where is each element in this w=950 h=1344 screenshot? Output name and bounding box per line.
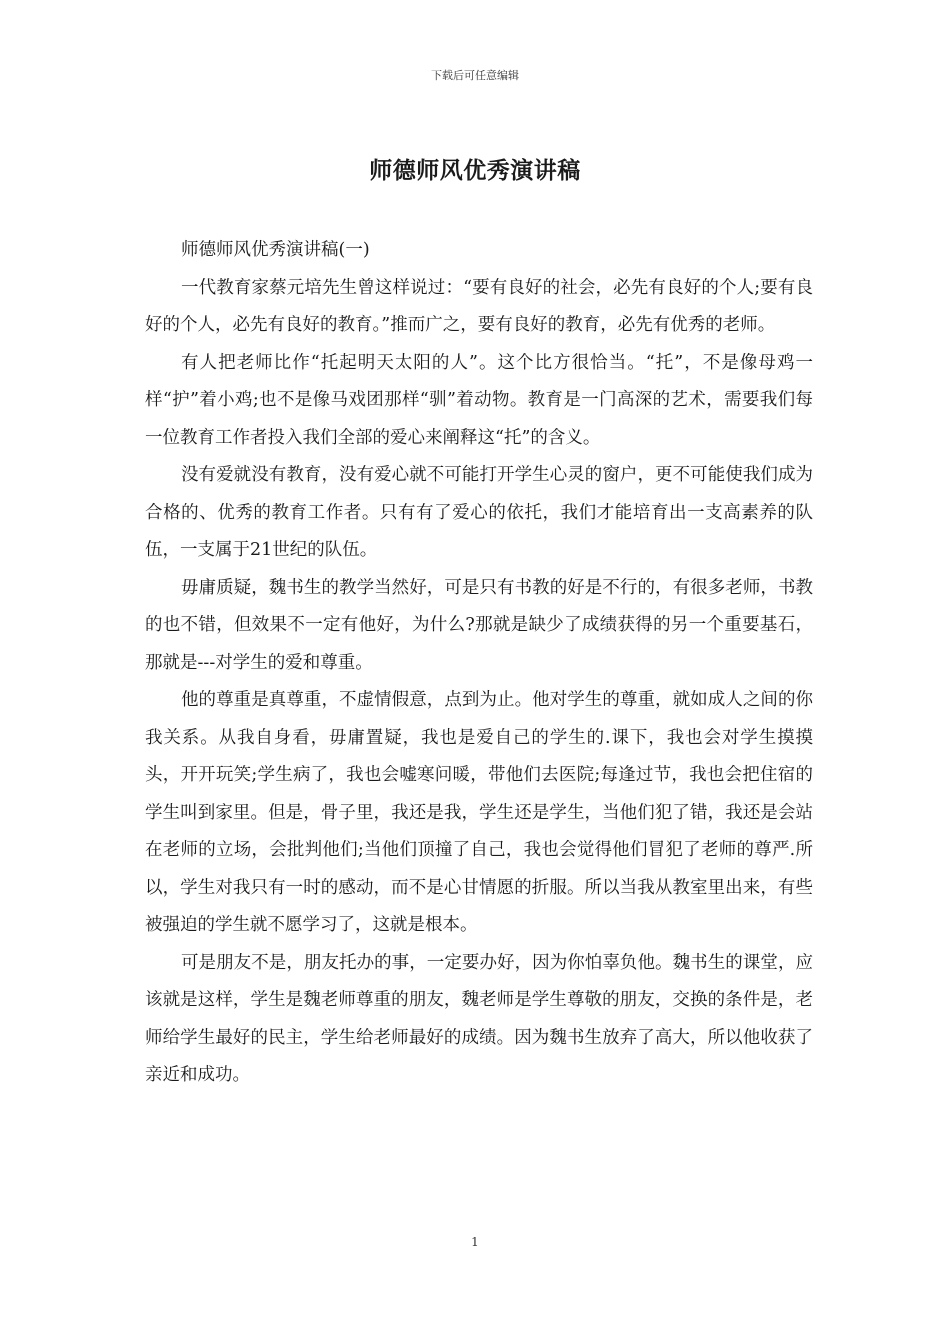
body-paragraph: 可是朋友不是，朋友托办的事，一定要办好，因为你怕辜负他。魏书生的课堂，应该就是这样，学生是魏老师尊重的朋友，魏老师是学生尊敬的朋友，交换的条件是，老师给学生最好的民主，学生给老师最好的成绩。因为魏书生放弃了高大，所以他收获了亲近和成功。	[145, 952, 813, 1085]
body-paragraph: 毋庸质疑，魏书生的教学当然好，可是只有书教的好是不行的，有很多老师，书教的也不错，但效果不一定有他好，为什么?那就是缺少了成绩获得的另一个重要基石，那就是---对学生的爱和尊重。	[145, 577, 813, 673]
document-title: 师德师风优秀演讲稿	[369, 157, 581, 184]
document-body	[145, 232, 813, 1095]
body-paragraph: 他的尊重是真尊重，不虚情假意，点到为止。他对学生的尊重，就如成人之间的你我关系。从我自身看，毋庸置疑，我也是爱自己的学生的.课下，我也会对学生摸摸头，开开玩笑;学生病了，我也会嘘寒问暖，带他们去医院;每逢过节，我也会把住宿的学生叫到家里。但是，骨子里，我还是我，学生还是学生，当他们犯了错，我还是会站在老师的立场，会批判他们;当他们顶撞了自己，我也会觉得他们冒犯了老师的尊严.所以，学生对我只有一时的感动，而不是心甘情愿的折服。所以当我从教室里出来，有些被强迫的学生就不愿学习了，这就是根本。	[145, 690, 813, 935]
body-paragraph: 师德师风优秀演讲稿(一)	[181, 240, 370, 260]
body-paragraph: 有人把老师比作“托起明天太阳的人”。这个比方很恰当。“托”，不是像母鸡一样“护”着小鸡;也不是像马戏团那样“驯”着动物。教育是一门高深的艺术，需要我们每一位教育工作者投入我们全部的爱心来阐释这“托”的含义。	[145, 352, 813, 448]
page-number: 1	[471, 1235, 479, 1249]
page-header-note: 下载后可任意编辑	[431, 69, 519, 82]
body-paragraph: 没有爱就没有教育，没有爱心就不可能打开学生心灵的窗户，更不可能使我们成为合格的、优秀的教育工作者。只有有了爱心的依托，我们才能培育出一支高素养的队伍，一支属于21世纪的队伍。	[145, 465, 813, 560]
body-paragraph: 一代教育家蔡元培先生曾这样说过：“要有良好的社会，必先有良好的个人;要有良好的个人，必先有良好的教育。”推而广之，要有良好的教育，必先有优秀的老师。	[145, 277, 813, 335]
